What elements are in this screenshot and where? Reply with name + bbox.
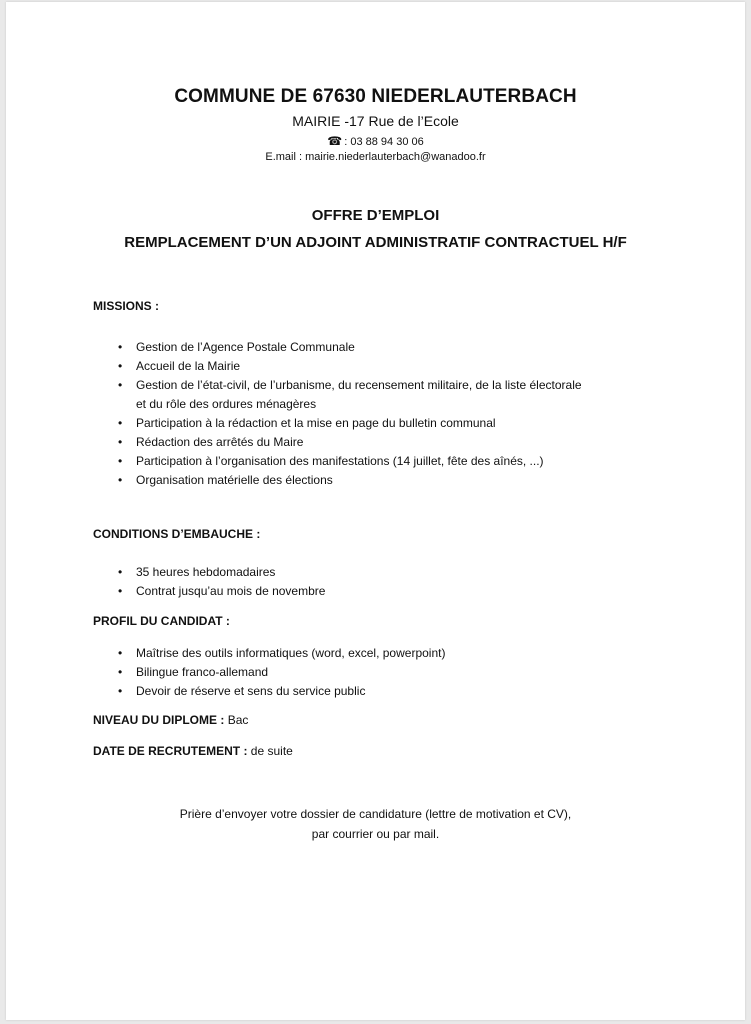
missions-title: MISSIONS : xyxy=(93,299,160,313)
bullet-icon: • xyxy=(118,584,123,598)
list-item: • Maîtrise des outils informatiques (word, excel, powerpoint) xyxy=(118,644,678,663)
bullet-icon: • xyxy=(118,435,123,449)
list-item: • Organisation matérielle des élections xyxy=(118,471,678,490)
bullet-icon: • xyxy=(118,665,123,679)
email-line: E.mail : mairie.niederlauterbach@wanadoo.fr xyxy=(265,151,486,163)
recruitment-label: DATE DE RECRUTEMENT : xyxy=(93,744,248,758)
list-item: • Rédaction des arrêtés du Maire xyxy=(118,433,678,452)
list-item: • Gestion de l’Agence Postale Communale xyxy=(118,338,678,357)
conditions-list xyxy=(118,563,678,601)
bullet-icon: • xyxy=(118,416,123,430)
recruitment-value: de suite xyxy=(250,744,293,758)
list-item: • Accueil de la Mairie xyxy=(118,357,678,376)
list-item: • Participation à l’organisation des manifestations (14 juillet, fête des aînés, ...) xyxy=(118,452,678,471)
mairie-address: MAIRIE -17 Rue de l’Ecole xyxy=(292,113,459,129)
diploma-value: Bac xyxy=(227,713,249,727)
missions-list xyxy=(118,338,678,490)
bullet-icon: • xyxy=(118,684,123,698)
bullet-icon: • xyxy=(118,359,123,373)
offer-subtitle: REMPLACEMENT D’UN ADJOINT ADMINISTRATIF CONTRACTUEL H/F xyxy=(124,234,627,251)
phone-line xyxy=(6,134,745,148)
diploma-label: NIVEAU DU DIPLOME : xyxy=(93,713,225,727)
bullet-icon: • xyxy=(118,454,123,468)
commune-title: COMMUNE DE 67630 NIEDERLAUTERBACH xyxy=(174,86,577,107)
profile-title: PROFIL DU CANDIDAT : xyxy=(93,614,230,628)
list-item: • Gestion de l’état-civil, de l’urbanisme, du recensement militaire, de la liste électorale xyxy=(118,376,678,395)
closing-line-2: par courrier ou par mail. xyxy=(311,827,440,841)
document-page xyxy=(6,2,745,1020)
closing-note xyxy=(6,804,745,844)
list-item: • Devoir de réserve et sens du service public xyxy=(118,682,678,701)
profile-list xyxy=(118,644,678,701)
diploma-line xyxy=(93,713,248,727)
bullet-icon: • xyxy=(118,340,123,354)
bullet-icon: • xyxy=(118,646,123,660)
list-item: • Participation à la rédaction et la mise en page du bulletin communal xyxy=(118,414,678,433)
telephone-icon: ☎ xyxy=(327,134,343,148)
closing-line-1: Prière d’envoyer votre dossier de candidature (lettre de motivation et CV), xyxy=(179,807,572,821)
list-item: • 35 heures hebdomadaires xyxy=(118,563,678,582)
list-item: • Contrat jusqu’au mois de novembre xyxy=(118,582,678,601)
list-item-continuation: et du rôle des ordures ménagères xyxy=(136,397,317,411)
offer-title: OFFRE D’EMPLOI xyxy=(311,207,440,224)
conditions-title: CONDITIONS D’EMBAUCHE : xyxy=(93,527,261,541)
bullet-icon: • xyxy=(118,473,123,487)
phone-number: : 03 88 94 30 06 xyxy=(344,136,424,148)
list-item: • Bilingue franco-allemand xyxy=(118,663,678,682)
recruitment-line xyxy=(93,744,293,758)
bullet-icon: • xyxy=(118,378,123,392)
bullet-icon: • xyxy=(118,565,123,579)
